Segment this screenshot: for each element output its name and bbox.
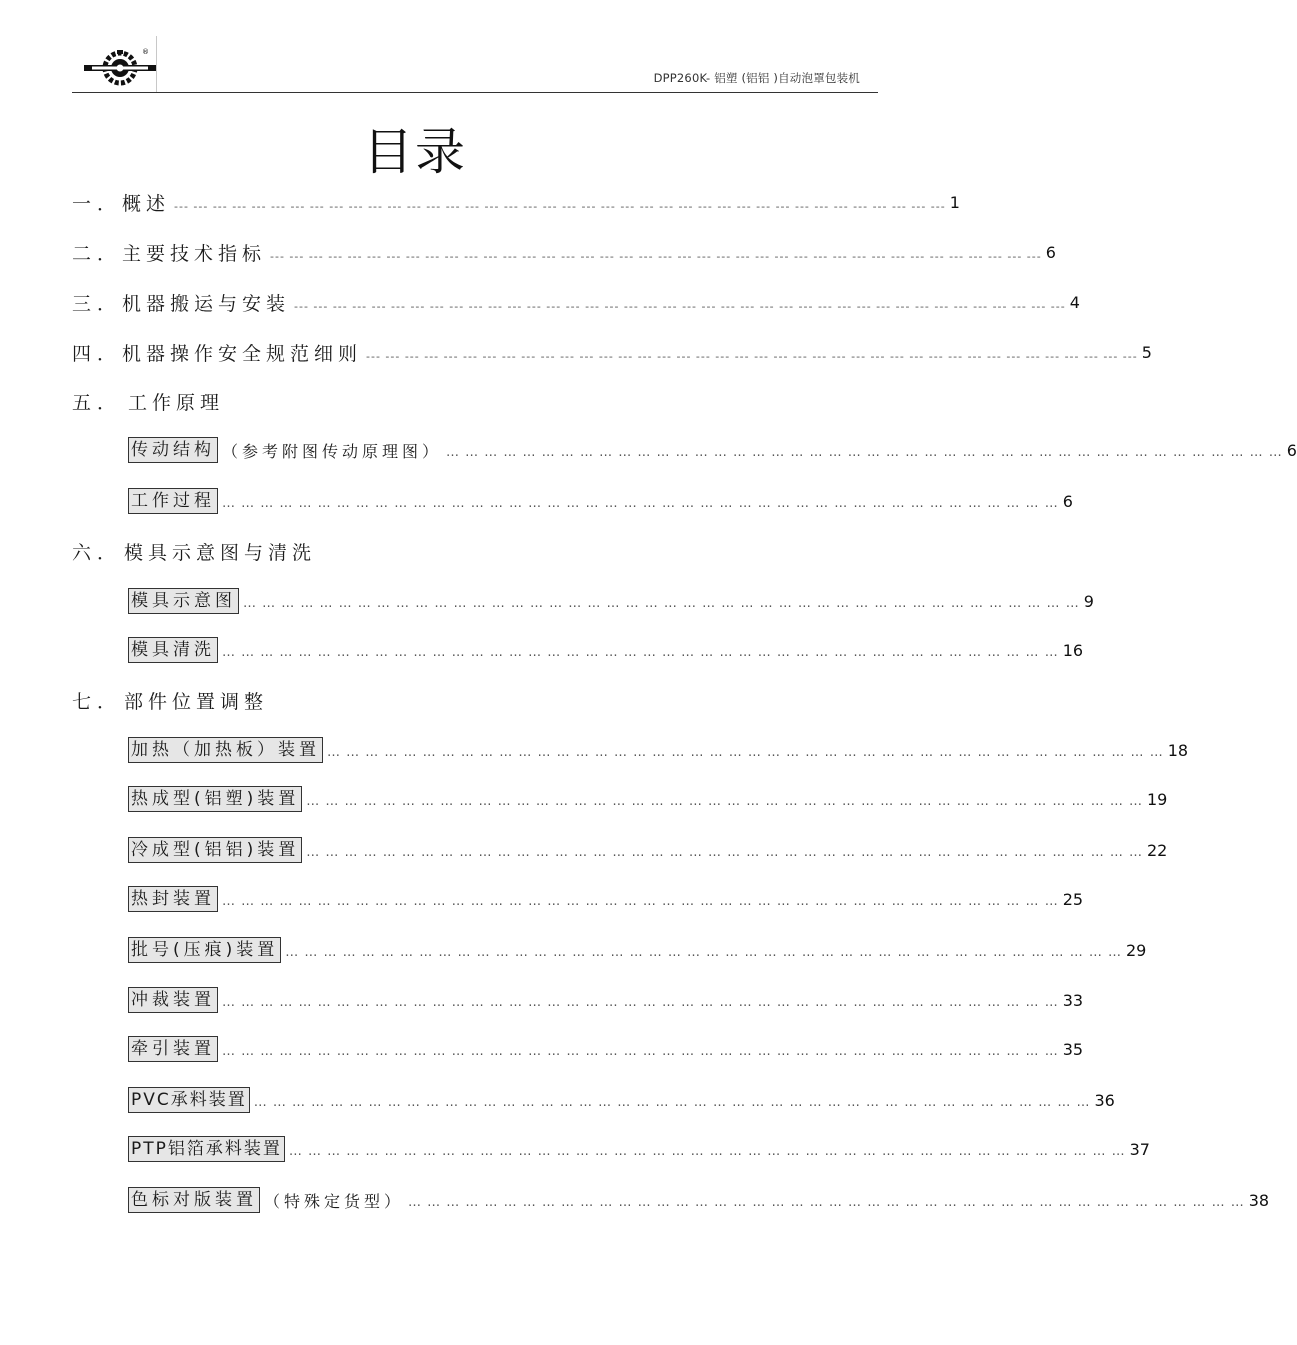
page-title: 目录: [363, 123, 467, 181]
toc-subitem-heat-sealing[interactable]: [128, 884, 1084, 914]
subitem-label: 牵引装置: [128, 1036, 218, 1062]
dash-leader: --- --- --- --- --- --- --- --- --- --- --- --- --- --- --- --- --- --- --- --- --- --- --- --- --- --- --- --- --- --- --- --- --- --- --- --- --- --- --- ---: [174, 199, 946, 213]
page-number: 29: [1125, 940, 1147, 960]
page-number: 5: [1141, 342, 1152, 362]
page-number: 9: [1083, 591, 1094, 611]
dot-leader: … … … … … … … … … … … … … … … … … … … … … … … … … … … … … … … … … … … … … … … … … … … …: [222, 994, 1059, 1010]
svg-text:®: ®: [142, 48, 149, 56]
page-number: 38: [1248, 1190, 1270, 1210]
page-number: 1: [949, 192, 960, 212]
section-title: 机器搬运与安装: [122, 292, 291, 315]
toc-subitem-cold-forming[interactable]: [128, 835, 1168, 865]
dot-leader: … … … … … … … … … … … … … … … … … … … … … … … … … … … … … … … … … … … … … … … … … … … …: [306, 793, 1143, 809]
toc-subitem-punching[interactable]: [128, 985, 1084, 1015]
subitem-label: 模具示意图: [128, 588, 239, 614]
subitem-label: 热成型(铝塑)装置: [128, 786, 302, 812]
section-numeral: 六．: [72, 541, 123, 564]
dot-leader: … … … … … … … … … … … … … … … … … … … … … … … … … … … … … … … … … … … … … … … … … … … …: [288, 1143, 1126, 1159]
toc-section-1[interactable]: [72, 187, 960, 217]
dot-leader: … … … … … … … … … … … … … … … … … … … … … … … … … … … … … … … … … … … … … … … … … … … …: [222, 1043, 1059, 1059]
toc-subitem-pvc-feeder[interactable]: [128, 1085, 1115, 1115]
dot-leader: … … … … … … … … … … … … … … … … … … … … … … … … … … … … … … … … … … … … … … … … … … … …: [408, 1194, 1245, 1210]
dash-leader: --- --- --- --- --- --- --- --- --- --- --- --- --- --- --- --- --- --- --- --- --- --- --- --- --- --- --- --- --- --- --- --- --- --- --- --- --- --- --- ---: [294, 299, 1066, 313]
subitem-label: 传动结构: [128, 437, 218, 463]
page-number: 25: [1062, 889, 1084, 909]
section-title: 工作原理: [128, 391, 225, 414]
dot-leader: … … … … … … … … … … … … … … … … … … … … … … … … … … … … … … … … … … … … … … … … … … … …: [285, 944, 1122, 960]
subitem-label: 冷成型(铝铝)装置: [128, 837, 302, 863]
dot-leader: … … … … … … … … … … … … … … … … … … … … … … … … … … … … … … … … … … … … … … … … … … … …: [243, 595, 1080, 611]
section-title: 机器操作安全规范细则: [122, 342, 363, 365]
section-title: 主要技术指标: [122, 242, 267, 265]
toc-subitem-mold-cleaning[interactable]: [128, 635, 1084, 665]
section-title: 部件位置调整: [124, 690, 269, 713]
company-logo-icon: [80, 42, 160, 90]
dot-leader: … … … … … … … … … … … … … … … … … … … … … … … … … … … … … … … … … … … … … … … … … … … …: [306, 844, 1143, 860]
subitem-label: 批号(压痕)装置: [128, 937, 281, 963]
section-numeral: 二．: [72, 242, 123, 265]
page-number: 19: [1146, 789, 1168, 809]
section-numeral: 一．: [72, 192, 123, 215]
page-number: 16: [1062, 640, 1084, 660]
toc-subitem-transmission[interactable]: [128, 435, 1297, 465]
subitem-label: 模具清洗: [128, 637, 218, 663]
subitem-note: （特殊定货型）: [264, 1191, 405, 1211]
page-number: 35: [1062, 1039, 1084, 1059]
toc-subitem-mold-diagram[interactable]: [128, 586, 1094, 616]
section-title: 概述: [122, 192, 171, 215]
section-numeral: 三．: [72, 292, 123, 315]
dot-leader: … … … … … … … … … … … … … … … … … … … … … … … … … … … … … … … … … … … … … … … … … … … …: [446, 444, 1283, 460]
page-number: 22: [1146, 840, 1168, 860]
header-divider: [156, 36, 157, 92]
page-number: 33: [1062, 990, 1084, 1010]
toc-subitem-batch-number[interactable]: [128, 935, 1147, 965]
subitem-label: PVC承料装置: [128, 1087, 250, 1113]
dot-leader: … … … … … … … … … … … … … … … … … … … … … … … … … … … … … … … … … … … … … … … … … … … …: [222, 495, 1059, 511]
toc-section-6[interactable]: [72, 536, 856, 566]
toc-section-4[interactable]: [72, 337, 1152, 367]
page-header: [72, 28, 878, 93]
subitem-label: 热封装置: [128, 886, 218, 912]
dot-leader: … … … … … … … … … … … … … … … … … … … … … … … … … … … … … … … … … … … … … … … … … … … …: [327, 744, 1164, 760]
toc-subitem-traction[interactable]: [128, 1034, 1084, 1064]
section-numeral: 七．: [72, 690, 123, 713]
toc-subitem-color-mark[interactable]: [128, 1185, 1270, 1215]
page-number: 36: [1094, 1090, 1115, 1110]
toc-subitem-work-process[interactable]: [128, 486, 1073, 516]
subitem-label: 冲裁装置: [128, 987, 218, 1013]
dash-leader: --- --- --- --- --- --- --- --- --- --- --- --- --- --- --- --- --- --- --- --- --- --- --- --- --- --- --- --- --- --- --- --- --- --- --- --- --- --- --- ---: [270, 249, 1042, 263]
subitem-label: PTP铝箔承料装置: [128, 1136, 285, 1162]
toc-section-7[interactable]: [72, 685, 856, 715]
toc-subitem-ptp-foil-feeder[interactable]: [128, 1134, 1150, 1164]
toc-section-5[interactable]: [72, 386, 856, 416]
page-number: 6: [1062, 491, 1073, 511]
page-number: 18: [1167, 740, 1189, 760]
page-number: 6: [1045, 242, 1056, 262]
section-title: 模具示意图与清洗: [124, 541, 317, 564]
page-number: 4: [1069, 292, 1080, 312]
dot-leader: … … … … … … … … … … … … … … … … … … … … … … … … … … … … … … … … … … … … … … … … … … … …: [222, 644, 1059, 660]
dot-leader: … … … … … … … … … … … … … … … … … … … … … … … … … … … … … … … … … … … … … … … … … … … …: [253, 1094, 1091, 1110]
toc-subitem-hot-forming[interactable]: [128, 784, 1168, 814]
subitem-note: （参考附图传动原理图）: [222, 441, 443, 461]
page-number: 37: [1129, 1139, 1150, 1159]
dot-leader: … … … … … … … … … … … … … … … … … … … … … … … … … … … … … … … … … … … … … … … … … … … …: [222, 893, 1059, 909]
toc-section-3[interactable]: [72, 287, 1080, 317]
subitem-label: 色标对版装置: [128, 1187, 260, 1213]
subitem-label: 加热（加热板）装置: [128, 737, 323, 763]
dash-leader: --- --- --- --- --- --- --- --- --- --- --- --- --- --- --- --- --- --- --- --- --- --- --- --- --- --- --- --- --- --- --- --- --- --- --- --- --- --- --- ---: [366, 349, 1138, 363]
section-numeral: 五．: [72, 391, 123, 414]
document-title: DPP260K- 铝塑 (铝铝 )自动泡罩包装机: [653, 71, 860, 85]
page-number: 6: [1286, 440, 1297, 460]
section-numeral: 四．: [72, 342, 123, 365]
subitem-label: 工作过程: [128, 488, 218, 514]
toc-section-2[interactable]: [72, 237, 1056, 267]
toc-subitem-heating[interactable]: [128, 735, 1189, 765]
